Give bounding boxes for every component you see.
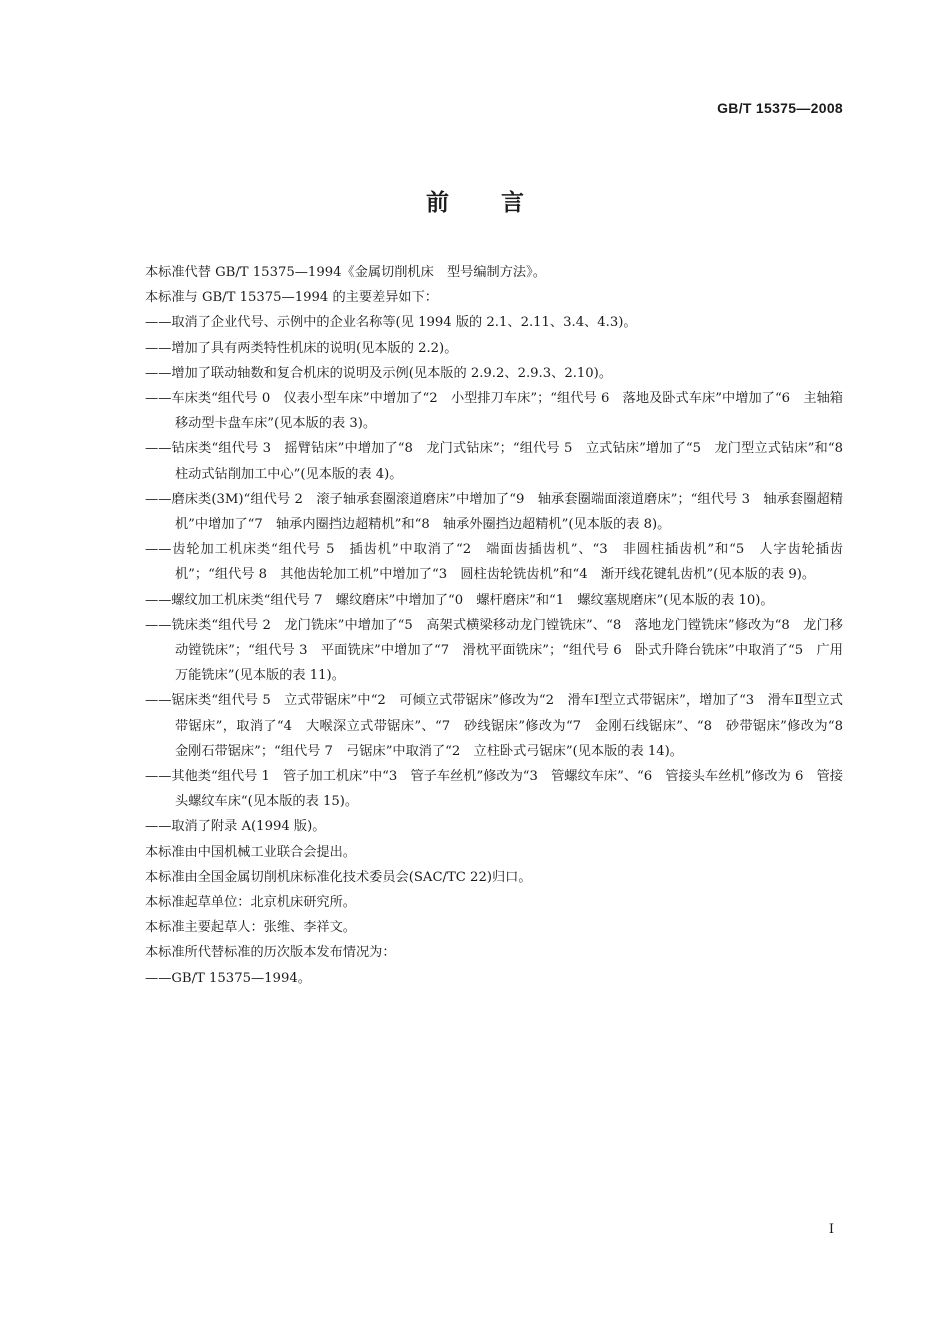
list-item: ——增加了具有两类特性机床的说明(见本版的 2.2)。 — [145, 340, 458, 356]
list-item: ——取消了企业代号、示例中的企业名称等(见 1994 版的 2.1、2.11、3.4、4.3)。 — [145, 315, 637, 331]
list-item: ——螺纹加工机床类“组代号 7 螺纹磨床”中增加了“0 螺杆磨床”和“1 螺纹塞规磨床”(见本版的表 10)。 — [145, 592, 774, 608]
list-item: ——磨床类(3M)“组代号 2 滚子轴承套圈滚道磨床”中增加了“9 轴承套圈端面滚道磨床”；“组代号 3 轴承套圈超精机”中增加了“7 轴承内圈挡边超精机”和“8 轴承外圈挡边超精机”(见本版的表 8)。 — [145, 491, 843, 533]
paragraph-committee: 本标准由全国金属切削机床标准化技术委员会(SAC/TC 22)归口。 — [145, 869, 532, 885]
page-title: 前言 — [426, 190, 576, 216]
paragraph-replaces: 本标准代替 GB/T 15375—1994《金属切削机床 型号编制方法》。 — [145, 265, 546, 280]
history-item: ——GB/T 15375—1994。 — [145, 970, 311, 986]
list-item: ——齿轮加工机床类“组代号 5 插齿机”中取消了“2 端面齿插齿机”、“3 非圆柱插齿机”和“5 人字齿轮插齿机”；“组代号 8 其他齿轮加工机”中增加了“3 圆柱齿轮铣齿机”和“4 渐开线花键轧齿机”(见本版的表 9)。 — [145, 542, 843, 583]
list-item: ——铣床类“组代号 2 龙门铣床”中增加了“5 高架式横梁移动龙门镗铣床”、“8 落地龙门镗铣床”修改为“8 龙门移动镗铣床”；“组代号 3 平面铣床”中增加了“7 滑枕平面铣床”；“组代号 6 卧式升降台铣床”中取消了“5 广用万能铣床”(见本版的表 11)。 — [145, 617, 843, 684]
list-item: ——车床类“组代号 0 仪表小型车床”中增加了“2 小型排刀车床”；“组代号 6 落地及卧式车床”中增加了“6 主轴箱移动型卡盘车床”(见本版的表 3)。 — [145, 391, 843, 432]
paragraph-drafting-unit: 本标准起草单位：北京机床研究所。 — [145, 895, 356, 911]
paragraph-drafters: 本标准主要起草人：张维、李祥文。 — [145, 920, 356, 936]
list-item: ——钻床类“组代号 3 摇臂钻床”中增加了“8 龙门式钻床”；“组代号 5 立式钻床”增加了“5 龙门型立式钻床”和“8 柱动式钻削加工中心”(见本版的表 4)。 — [145, 441, 857, 482]
page-number: I — [828, 1222, 834, 1237]
standard-code: GB/T 15375—2008 — [717, 100, 843, 116]
paragraph-proposer: 本标准由中国机械工业联合会提出。 — [145, 844, 356, 860]
document-body — [145, 260, 857, 991]
list-item: ——其他类“组代号 1 管子加工机床”中“3 管子车丝机”修改为“3 管螺纹车床”、“6 管接头车丝机”修改为 6 管接头螺纹车床“(见本版的表 15)。 — [145, 769, 843, 810]
paragraph-differences-intro: 本标准与 GB/T 15375—1994 的主要差异如下： — [145, 290, 438, 306]
list-item: ——取消了附录 A(1994 版)。 — [145, 819, 326, 835]
list-item: ——增加了联动轴数和复合机床的说明及示例(见本版的 2.9.2、2.9.3、2.10)。 — [145, 365, 613, 381]
list-item: ——锯床类“组代号 5 立式带锯床”中“2 可倾立式带锯床”修改为“2 滑车Ⅰ型立式带锯床”，增加了“3 滑车Ⅱ型立式带锯床”，取消了“4 大喉深立式带锯床”、“7 砂线锯床”修改为“7 金刚石线锯床”、“8 砂带锯床”修改为“8 金刚石带锯床”；“组代号 7 弓锯床”中取消了“2 立柱卧式弓锯床”(见本版的表 14)。 — [145, 693, 857, 759]
paragraph-history-intro: 本标准所代替标准的历次版本发布情况为： — [145, 945, 396, 961]
